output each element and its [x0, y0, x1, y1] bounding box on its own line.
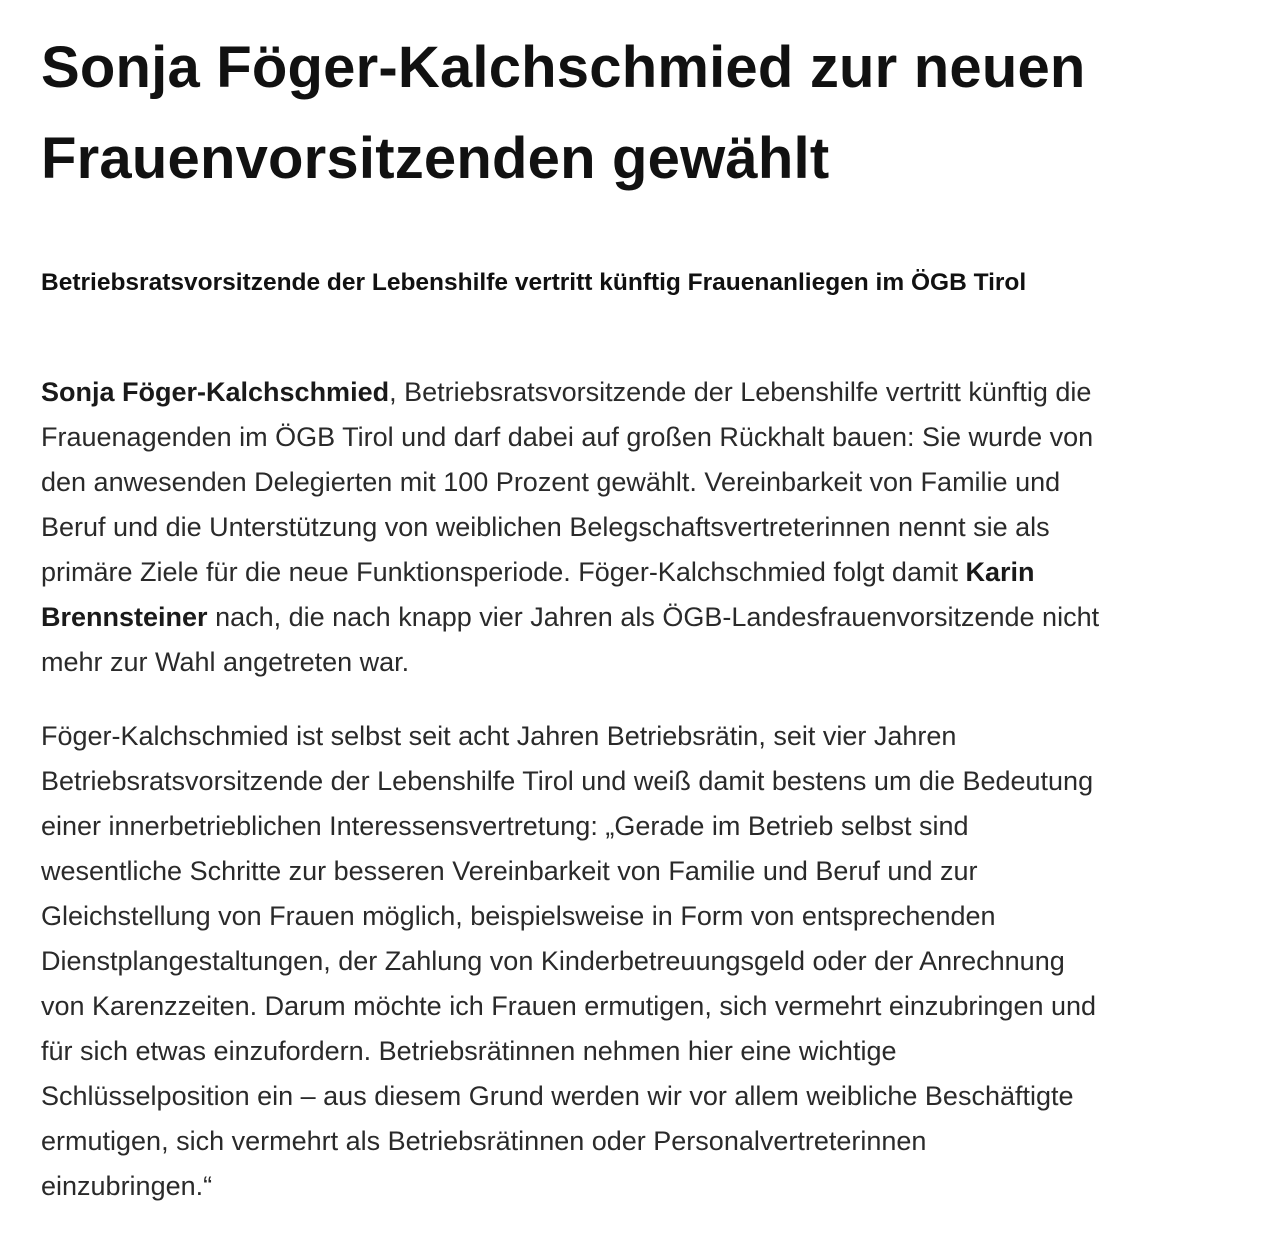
article-lead: Betriebsratsvorsitzende der Lebenshilfe vertritt künftig Frauenanliegen im ÖGB Tirol [41, 269, 1027, 296]
paragraph-2 [41, 714, 1231, 1209]
text-line: einzubringen.“ [41, 1171, 213, 1201]
text-line: ermutigen, sich vermehrt als Betriebsrätinnen oder Personalvertreterinnen [41, 1126, 927, 1156]
person-name-bold: Sonja Föger-Kalchschmied [41, 377, 390, 407]
text-line: von Karenzzeiten. Darum möchte ich Frauen ermutigen, sich vermehrt einzubringen und [41, 991, 1097, 1021]
text-line: Betriebsratsvorsitzende der Lebenshilfe Tirol und weiß damit bestens um die Bedeutung [41, 766, 1094, 796]
person-name-bold: Karin [965, 557, 1035, 587]
text-line: Gleichstellung von Frauen möglich, beispielsweise in Form von entsprechenden [41, 901, 996, 931]
title-line: Frauenvorsitzenden gewählt [41, 126, 830, 191]
article [41, 0, 1231, 1201]
text-line: für sich etwas einzufordern. Betriebsrätinnen nehmen hier eine wichtige [41, 1036, 897, 1066]
text-line: Frauenagenden im ÖGB Tirol und darf dabei auf großen Rückhalt bauen: Sie wurde von [41, 422, 1094, 452]
text-line: Föger-Kalchschmied ist selbst seit acht Jahren Betriebsrätin, seit vier Jahren [41, 721, 957, 751]
paragraph-1 [41, 370, 1231, 685]
title-line: Sonja Föger-Kalchschmied zur neuen [41, 35, 1086, 100]
text-line: Dienstplangestaltungen, der Zahlung von Kinderbetreuungsgeld oder der Anrechnung [41, 946, 1065, 976]
article-body [41, 370, 1231, 1238]
text-line: Beruf und die Unterstützung von weiblichen Belegschaftsvertreterinnen nennt sie als [41, 512, 1050, 542]
text-line: Schlüsselposition ein – aus diesem Grund werden wir vor allem weibliche Beschäftigte [41, 1081, 1074, 1111]
text-line: wesentliche Schritte zur besseren Vereinbarkeit von Familie und Beruf und zur [41, 856, 978, 886]
person-name-bold: Brennsteiner [41, 602, 208, 632]
article-title [41, 0, 1231, 204]
text-line: mehr zur Wahl angetreten war. [41, 647, 410, 677]
text-line: primäre Ziele für die neue Funktionsperiode. Föger-Kalchschmied folgt damit Karin [41, 557, 1035, 587]
text-line: den anwesenden Delegierten mit 100 Prozent gewählt. Vereinbarkeit von Familie und [41, 467, 1061, 497]
text-line: Sonja Föger-Kalchschmied, Betriebsratsvorsitzende der Lebenshilfe vertritt künftig die [41, 377, 1092, 407]
text-line: Brennsteiner nach, die nach knapp vier Jahren als ÖGB-Landesfrauenvorsitzende nicht [41, 602, 1100, 632]
text-line: einer innerbetrieblichen Interessensvertretung: „Gerade im Betrieb selbst sind [41, 811, 969, 841]
